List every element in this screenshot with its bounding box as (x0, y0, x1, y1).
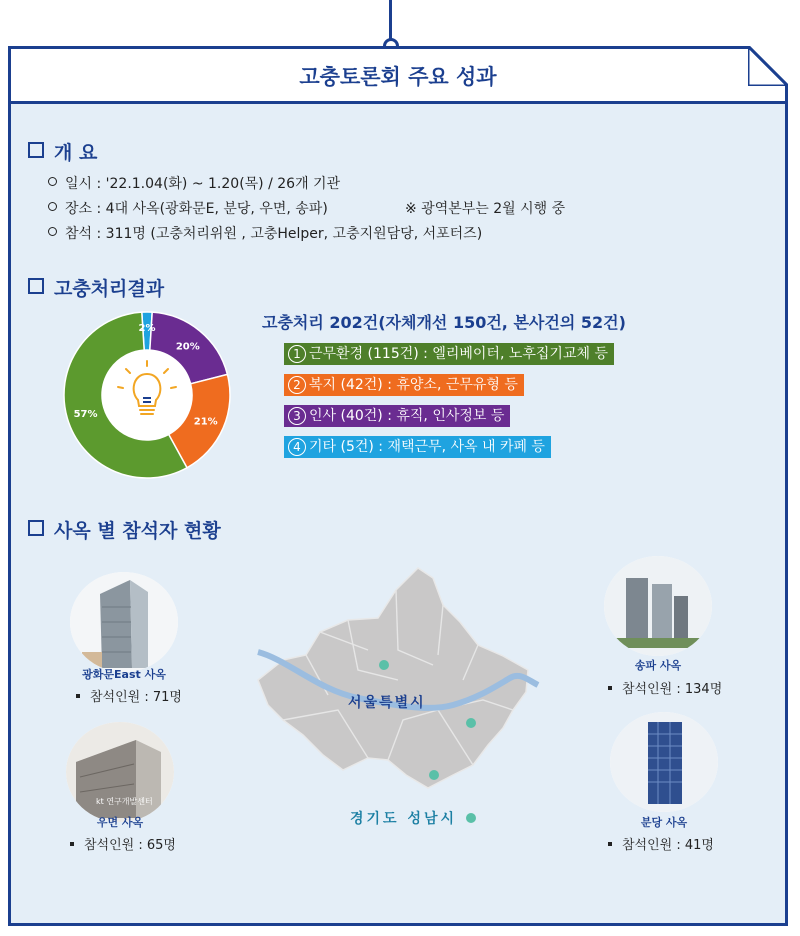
results-title: 고충처리결과 (54, 278, 165, 300)
circle-bullet-icon (48, 227, 57, 236)
bundang-photo (610, 712, 718, 812)
number-badge: 4 (288, 438, 306, 456)
attendance-count: 참석인원 : 134명 (622, 682, 723, 697)
umyeon-photo (66, 722, 174, 822)
building-icon (610, 712, 718, 812)
attendance-gwanghwamun (76, 686, 182, 705)
seoul-label: 서울특별시 (348, 695, 426, 711)
overview-line-date (48, 173, 340, 193)
attendance-songpa (608, 678, 722, 697)
square-bullet-icon (76, 694, 80, 698)
result-item-text: 근무환경 (115건) : 엘리베이터, 노후집기교체 등 (309, 346, 608, 362)
number-badge: 3 (288, 407, 306, 425)
location-marker-songpa (466, 718, 476, 728)
seoul-map (228, 560, 558, 820)
location-marker-bundang (466, 813, 476, 823)
results-summary: 고충처리 202건(자체개선 150건, 본사건의 52건) (262, 313, 626, 332)
donut-label-1: 57% (73, 408, 98, 420)
overview-line-text: 참석 : 311명 (고충처리위원 , 고충Helper, 고충지원담당, 서포터즈) (65, 226, 483, 242)
result-item-text: 기타 (5건) : 재택근무, 사옥 내 카페 등 (309, 439, 545, 455)
result-item-welfare (284, 374, 524, 396)
songpa-photo (604, 556, 712, 656)
square-bullet-icon (608, 686, 612, 690)
checkbox-square-icon (28, 520, 44, 536)
circle-bullet-icon (48, 202, 57, 211)
location-marker-gwanghwamun (379, 660, 389, 670)
frame-header (11, 49, 785, 104)
building-icon (66, 722, 174, 822)
hanger-line (389, 0, 392, 40)
donut-label-3: 20% (175, 341, 200, 353)
square-bullet-icon (70, 842, 74, 846)
attendance-count: 참석인원 : 71명 (90, 690, 182, 705)
overview-note: ※ 광역본부는 2월 시행 중 (405, 201, 566, 217)
seoul-shape (258, 568, 528, 788)
result-item-hr (284, 405, 510, 427)
gwanghwamun-photo (70, 572, 178, 672)
building-sign: kt 연구개발센터 (96, 797, 153, 806)
square-bullet-icon (608, 842, 612, 846)
seongnam-label: 경기도 성남시 (350, 811, 458, 827)
attendance-title: 사옥 별 참석자 현황 (54, 520, 221, 542)
result-item-other (284, 436, 551, 458)
attendance-umyeon (70, 834, 176, 853)
results-donut-chart (62, 310, 232, 480)
result-item-text: 복지 (42건) : 휴양소, 근무유형 등 (309, 377, 518, 393)
page-fold-icon (748, 46, 788, 86)
building-icon (604, 556, 712, 656)
overview-line-place (48, 198, 328, 218)
overview-heading (28, 138, 97, 165)
office-name-bundang: 분당 사옥 (640, 816, 688, 829)
overview-line-text: 장소 : 4대 사옥(광화문E, 분당, 우면, 송파) (65, 201, 328, 217)
overview-line-text: 일시 : '22.1.04(화) ~ 1.20(목) / 26개 기관 (65, 176, 341, 192)
checkbox-square-icon (28, 278, 44, 294)
overview-line-attendees (48, 223, 482, 243)
office-name-gwanghwamun: 광화문East 사옥 (82, 668, 166, 681)
attendance-count: 참석인원 : 41명 (622, 838, 714, 853)
donut-label-2: 21% (193, 416, 218, 428)
office-name-songpa: 송파 사옥 (634, 659, 682, 672)
checkbox-square-icon (28, 142, 44, 158)
location-marker-umyeon (429, 770, 439, 780)
attendance-count: 참석인원 : 65명 (84, 838, 176, 853)
attendance-heading (28, 516, 221, 543)
circle-bullet-icon (48, 177, 57, 186)
page-title: 고충토론회 주요 성과 (299, 65, 497, 89)
attendance-bundang (608, 834, 714, 853)
result-item-text: 인사 (40건) : 휴직, 인사정보 등 (309, 408, 505, 424)
results-heading (28, 274, 164, 301)
office-name-umyeon: 우면 사옥 (96, 816, 144, 829)
number-badge: 1 (288, 345, 306, 363)
building-icon (70, 572, 178, 672)
donut-label-4: 2% (138, 323, 156, 334)
result-item-work-environment (284, 343, 614, 365)
overview-title: 개 요 (54, 142, 98, 164)
number-badge: 2 (288, 376, 306, 394)
